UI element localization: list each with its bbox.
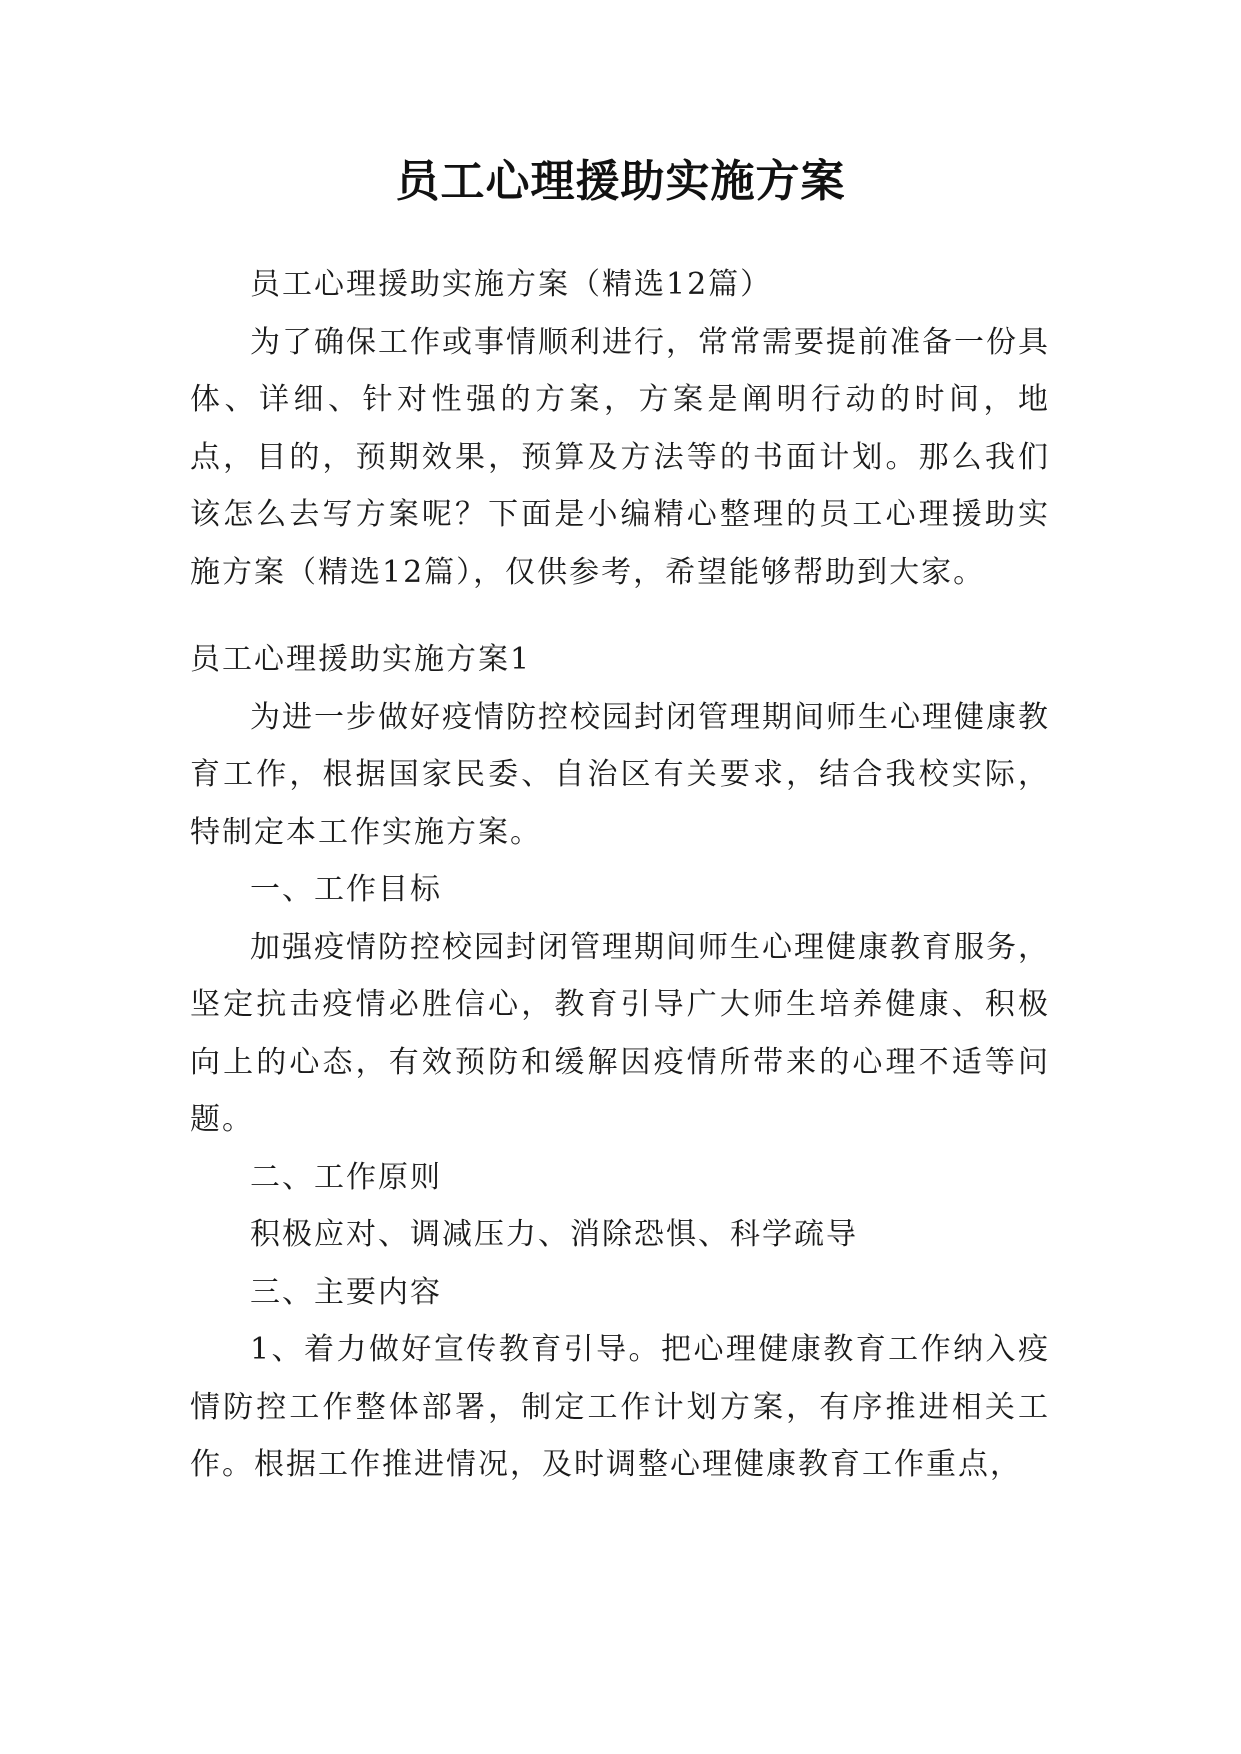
heading-goals: 一、工作目标 [250,872,442,907]
heading-content: 三、主要内容 [250,1274,442,1310]
content-paragraph: 1、着力做好宣传教育引导。把心理健康教育工作纳入疫情防控工作整体部署，制定工作计划方案，有序推进相关工作。根据工作推进情况，及时调整心理健康教育工作重点， [190,1332,1050,1482]
intro-paragraph: 为了确保工作或事情顺利进行，常常需要提前准备一份具体、详细、针对性强的方案，方案是阐明行动的时间，地点，目的，预期效果，预算及方法等的书面计划。那么我们该怎么去写方案呢？下面是小编精心整理的员工心理援助实施方案（精选12篇），仅供参考，希望能够帮助到大家。 [190,324,1050,590]
subtitle-paragraph: 员工心理援助实施方案（精选12篇） [250,267,773,302]
goals-paragraph: 加强疫情防控校园封闭管理期间师生心理健康教育服务，坚定抗击疫情必胜信心，教育引导广大师生培养健康、积极向上的心态，有效预防和缓解因疫情所带来的心理不适等问题。 [190,929,1050,1137]
section-heading: 员工心理援助实施方案1 [190,642,532,677]
heading-principles: 二、工作原则 [250,1159,442,1195]
purpose-paragraph: 为进一步做好疫情防控校园封闭管理期间师生心理健康教育工作，根据国家民委、自治区有关要求，结合我校实际，特制定本工作实施方案。 [190,699,1050,850]
document-title: 员工心理援助实施方案 [395,156,846,207]
document-body [190,256,1050,1494]
principles-paragraph: 积极应对、调减压力、消除恐惧、科学疏导 [250,1217,858,1252]
section-spacer [190,601,1050,631]
